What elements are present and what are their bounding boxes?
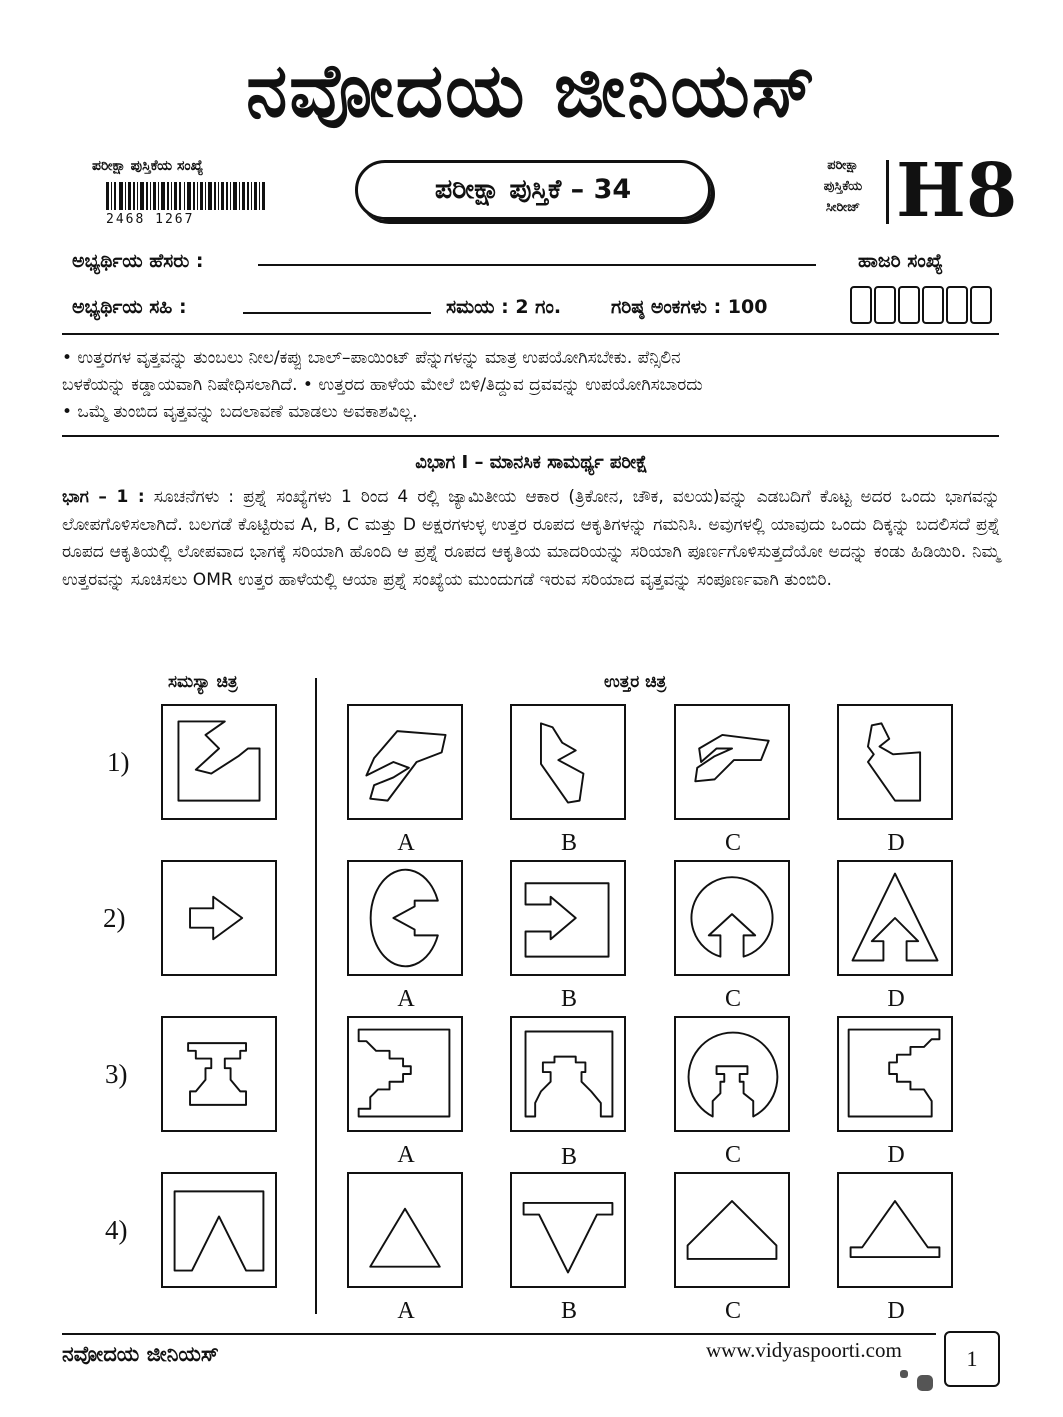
answer-figure[interactable] — [347, 860, 463, 976]
answer-figure[interactable] — [510, 1016, 626, 1132]
problem-figure — [161, 1016, 277, 1132]
series-code: H8 — [896, 148, 1018, 234]
answer-figure[interactable] — [837, 704, 953, 820]
answer-figure[interactable] — [510, 704, 626, 820]
instructions-paragraph — [62, 484, 1000, 594]
footer-brand: ನವೋದಯ ಜೀನಿಯಸ್ — [62, 1342, 219, 1366]
option-label: B — [560, 986, 577, 1012]
answer-figure[interactable] — [347, 1016, 463, 1132]
instruction-line: ಬಳಕೆಯನ್ನು ಕಡ್ಡಾಯವಾಗಿ ನಿಷೇಧಿಸಲಾಗಿದೆ. • ಉತ್ತರದ ಹಾಳೆಯ ಮೇಲೆ ಬಿಳಿ/ತಿದ್ದುವ ದ್ರವವನ್ನು ಉಪಯೋಗಿಸಬಾರದು — [62, 375, 703, 395]
divider — [886, 160, 889, 224]
problem-figure — [161, 704, 277, 820]
answer-figure[interactable] — [674, 1172, 790, 1288]
candidate-name-label: ಅಭ್ಯರ್ಥಿಯ ಹೆಸರು : — [72, 250, 204, 272]
answer-figure[interactable] — [674, 704, 790, 820]
question-number: 2) — [103, 903, 126, 933]
column-divider — [315, 678, 317, 1314]
roll-number-box[interactable] — [850, 286, 872, 324]
footer-divider — [62, 1333, 936, 1335]
roll-number-box[interactable] — [874, 286, 896, 324]
footer-url[interactable]: www.vidyaspoorti.com — [706, 1338, 902, 1362]
series-label-line: ಪುಸ್ತಿಕೆಯ — [823, 179, 863, 194]
option-label: B — [560, 1298, 577, 1324]
question-number: 1) — [107, 747, 130, 777]
option-label: C — [724, 986, 741, 1012]
answer-figure[interactable] — [837, 1172, 953, 1288]
answer-figure-heading: ಉತ್ತರ ಚಿತ್ರ — [604, 672, 667, 692]
instruction-line: • ಒಮ್ಮೆ ತುಂಬಿದ ವೃತ್ತವನ್ನು ಬದಲಾವಣೆ ಮಾಡಲು ಅವಕಾಶವಿಲ್ಲ. — [62, 402, 418, 422]
problem-figure-heading: ಸಮಸ್ಯಾ ಚಿತ್ರ — [168, 672, 238, 692]
option-label: A — [397, 986, 415, 1012]
divider — [62, 333, 999, 335]
answer-figure[interactable] — [837, 1016, 953, 1132]
roll-number-box[interactable] — [970, 286, 992, 324]
option-label: D — [887, 1298, 905, 1324]
option-label: D — [887, 1142, 905, 1168]
answer-figure[interactable] — [347, 1172, 463, 1288]
barcode-number: 2468 1267 — [106, 212, 195, 227]
answer-figure[interactable] — [837, 860, 953, 976]
series-label-line: ಪರೀಕ್ಷಾ — [827, 158, 859, 173]
booklet-number-label: ಪರೀಕ್ಷಾ ಪುಸ್ತಿಕೆ – 34 — [355, 160, 711, 220]
barcode-caption: ಪರೀಕ್ಷಾ ಪುಸ್ತಿಕೆಯ ಸಂಖ್ಯೆ — [92, 158, 204, 174]
candidate-signature-field[interactable] — [243, 312, 431, 314]
roll-number-box[interactable] — [898, 286, 920, 324]
instruction-line: • ಉತ್ತರಗಳ ವೃತ್ತವನ್ನು ತುಂಬಲು ನೀಲ/ಕಪ್ಪು ಬಾಲ್–ಪಾಯಿಂಟ್ ಪೆನ್ನುಗಳನ್ನು ಮಾತ್ರ ಉಪಯೋಗಿಸಬೇಕು. ಪೆನ್ಸಿಲಿನ — [62, 348, 681, 368]
answer-figure[interactable] — [510, 860, 626, 976]
candidate-signature-label: ಅಭ್ಯರ್ಥಿಯ ಸಹಿ : — [72, 296, 187, 318]
page-number: 1 — [944, 1331, 1000, 1387]
option-label: A — [397, 1142, 415, 1168]
answer-figure[interactable] — [347, 704, 463, 820]
option-label: B — [560, 1144, 577, 1170]
barcode — [106, 182, 266, 216]
option-label: B — [560, 830, 577, 856]
answer-figure[interactable] — [674, 1016, 790, 1132]
time-text: ಸಮಯ : 2 ಗಂ. — [446, 296, 562, 318]
answer-figure[interactable] — [510, 1172, 626, 1288]
option-label: A — [397, 830, 415, 856]
decorative-dot-icon — [900, 1370, 908, 1378]
paragraph-text: ಸೂಚನೆಗಳು : ಪ್ರಶ್ನೆ ಸಂಖ್ಯೆಗಳು 1 ರಿಂದ 4 ರಲ್ಲಿ ಜ್ಯಾಮಿತೀಯ ಆಕಾರ (ತ್ರಿಕೋನ, ಚೌಕ, ವಲಯ)ವನ್ನು ಎಡಬದಿಗೆ ಕೊಟ್ಟ ಅದರ ಒಂದು ಭಾಗವನ್ನು ಲೋಪಗೊಳಿಸಲಾಗಿದೆ. ಬಲಗಡೆ ಕೊಟ್ಟಿರುವ A, B, C ಮತ್ತು D ಅಕ್ಷರಗಳುಳ್ಳ ಉತ್ತರ ರೂಪದ ಆಕೃತಿಗಳನ್ನು ಗಮನಿಸಿ. ಅವುಗಳಲ್ಲಿ ಯಾವುದು ಒಂದು ದಿಕ್ಕನ್ನು ಬದಲಿಸದೆ ಪ್ರಶ್ನೆ ರೂಪದ ಆಕೃತಿಯಲ್ಲಿ ಲೋಪವಾದ ಭಾಗಕ್ಕೆ ಸರಿಯಾಗಿ ಹೊಂದಿ ಆ ಪ್ರಶ್ನೆ ರೂಪದ ಆಕೃತಿಯ ಮಾದರಿಯನ್ನು ಸರಿಯಾಗಿ ಪೂರ್ಣಗೊಳಿಸುತ್ತದೆಯೋ ಅದನ್ನು ಕಂಡು ಹಿಡಿಯಿರಿ. ನಿಮ್ಮ ಉತ್ತರವನ್ನು ಸೂಚಿಸಲು OMR ಉತ್ತರ ಹಾಳೆಯಲ್ಲಿ ಆಯಾ ಪ್ರಶ್ನೆ ಸಂಖ್ಯೆಯ ಮುಂದುಗಡೆ ಇರುವ ಸರಿಯಾದ ವೃತ್ತವನ್ನು ಸಂಪೂರ್ಣವಾಗಿ ತುಂಬಿರಿ. — [62, 487, 1000, 590]
option-label: D — [887, 830, 905, 856]
roll-number-box[interactable] — [946, 286, 968, 324]
option-label: C — [724, 830, 741, 856]
roll-number-label: ಹಾಜರಿ ಸಂಖ್ಯೆ — [858, 250, 944, 272]
candidate-name-field[interactable] — [258, 264, 816, 266]
divider — [62, 435, 999, 437]
page-title: ನವೋದಯ ಜೀನಿಯಸ್ — [246, 48, 817, 134]
question-number: 4) — [105, 1215, 128, 1245]
problem-figure — [161, 1172, 277, 1288]
answer-figure[interactable] — [674, 860, 790, 976]
series-label-line: ಸೀರೀಜ್ — [825, 200, 861, 215]
option-label: C — [724, 1142, 741, 1168]
instructions — [62, 345, 1002, 426]
series-label — [798, 155, 888, 218]
max-marks-text: ಗರಿಷ್ಠ ಅಂಕಗಳು : 100 — [611, 296, 768, 318]
option-label: C — [724, 1298, 741, 1324]
option-label: A — [397, 1298, 415, 1324]
decorative-dot-icon — [917, 1375, 933, 1391]
problem-figure — [161, 860, 277, 976]
question-number: 3) — [105, 1059, 128, 1089]
section-title: ವಿಭಾಗ I – ಮಾನಸಿಕ ಸಾಮರ್ಥ್ಯ ಪರೀಕ್ಷೆ — [415, 452, 648, 473]
part-label: ಭಾಗ – 1 : — [62, 487, 145, 507]
roll-number-box[interactable] — [922, 286, 944, 324]
option-label: D — [887, 986, 905, 1012]
